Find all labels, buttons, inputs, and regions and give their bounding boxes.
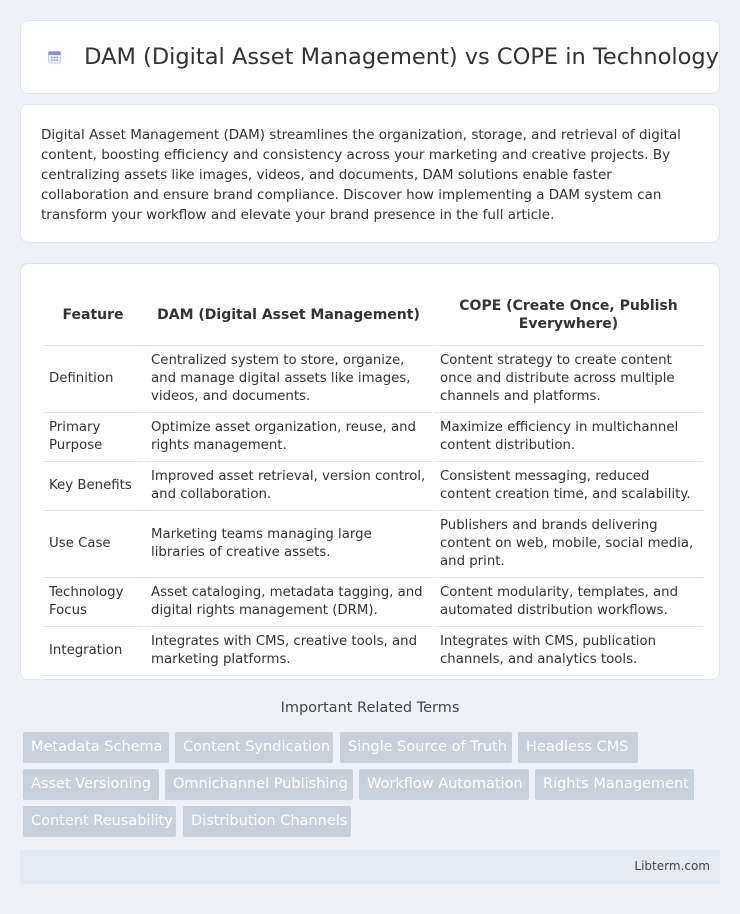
table-row: [43, 578, 703, 627]
header-dam: DAM (Digital Asset Management): [145, 284, 432, 346]
cope-cell: Content strategy to create content once and distribute across multiple channels and platforms.: [434, 346, 703, 413]
dam-cell: Centralized system to store, organize, and manage digital assets like images, videos, and documents.: [145, 346, 432, 413]
table-header-row: [43, 284, 703, 346]
dam-cell: Improved asset retrieval, version control, and collaboration.: [145, 462, 432, 511]
table-row: [43, 346, 703, 413]
dam-cell: Optimize asset organization, reuse, and rights management.: [145, 413, 432, 462]
row-label: Technology Focus: [43, 578, 143, 627]
table-row: [43, 413, 703, 462]
row-label: Integration: [43, 627, 143, 676]
cope-cell: Content modularity, templates, and automated distribution workflows.: [434, 578, 703, 627]
comparison-card: [20, 263, 720, 680]
tag-asset-versioning[interactable]: Asset Versioning: [23, 769, 159, 800]
tag-content-reusability[interactable]: Content Reusability: [23, 806, 176, 837]
table-row: [43, 627, 703, 676]
table-row: [43, 462, 703, 511]
tag-single-source-of-truth[interactable]: Single Source of Truth: [340, 732, 512, 763]
related-terms-title: Important Related Terms: [280, 700, 460, 716]
footer-site-link[interactable]: Libterm.com: [634, 859, 710, 873]
tag-omnichannel-publishing[interactable]: Omnichannel Publishing: [165, 769, 353, 800]
tag-distribution-channels[interactable]: Distribution Channels: [183, 806, 351, 837]
cope-cell: Maximize efficiency in multichannel content distribution.: [434, 413, 703, 462]
cope-cell: Publishers and brands delivering content on web, mobile, social media, and print.: [434, 511, 703, 578]
cope-cell: Consistent messaging, reduced content creation time, and scalability.: [434, 462, 703, 511]
calendar-grid-icon: [47, 46, 62, 68]
comparison-table: [41, 284, 705, 676]
dam-cell: Integrates with CMS, creative tools, and marketing platforms.: [145, 627, 432, 676]
tag-workflow-automation[interactable]: Workflow Automation: [359, 769, 529, 800]
tag-headless-cms[interactable]: Headless CMS: [518, 732, 638, 763]
row-label: Definition: [43, 346, 143, 413]
row-label: Key Benefits: [43, 462, 143, 511]
page-title: DAM (Digital Asset Management) vs COPE in Technology: [84, 44, 719, 70]
header-cope: COPE (Create Once, Publish Everywhere): [434, 284, 703, 346]
tag-rights-management[interactable]: Rights Management: [535, 769, 694, 800]
cope-cell: Integrates with CMS, publication channels, and analytics tools.: [434, 627, 703, 676]
tag-metadata-schema[interactable]: Metadata Schema: [23, 732, 169, 763]
intro-card: [20, 104, 720, 243]
header-feature: Feature: [43, 284, 143, 346]
row-label: Primary Purpose: [43, 413, 143, 462]
footer: [20, 850, 720, 884]
dam-cell: Asset cataloging, metadata tagging, and digital rights management (DRM).: [145, 578, 432, 627]
dam-cell: Marketing teams managing large libraries of creative assets.: [145, 511, 432, 578]
row-label: Use Case: [43, 511, 143, 578]
intro-paragraph: Digital Asset Management (DAM) streamlines the organization, storage, and retrieval of digital content, boosting efficiency and consistency across your marketing and creative projects. By centralizing assets like images, videos, and documents, DAM solutions enable faster collaboration and ensure brand compliance. Discover how implementing a DAM system can transform your workflow and elevate your brand presence in the full article.: [41, 127, 681, 223]
table-row: [43, 511, 703, 578]
title-card: [20, 20, 720, 94]
tag-content-syndication[interactable]: Content Syndication: [175, 732, 333, 763]
